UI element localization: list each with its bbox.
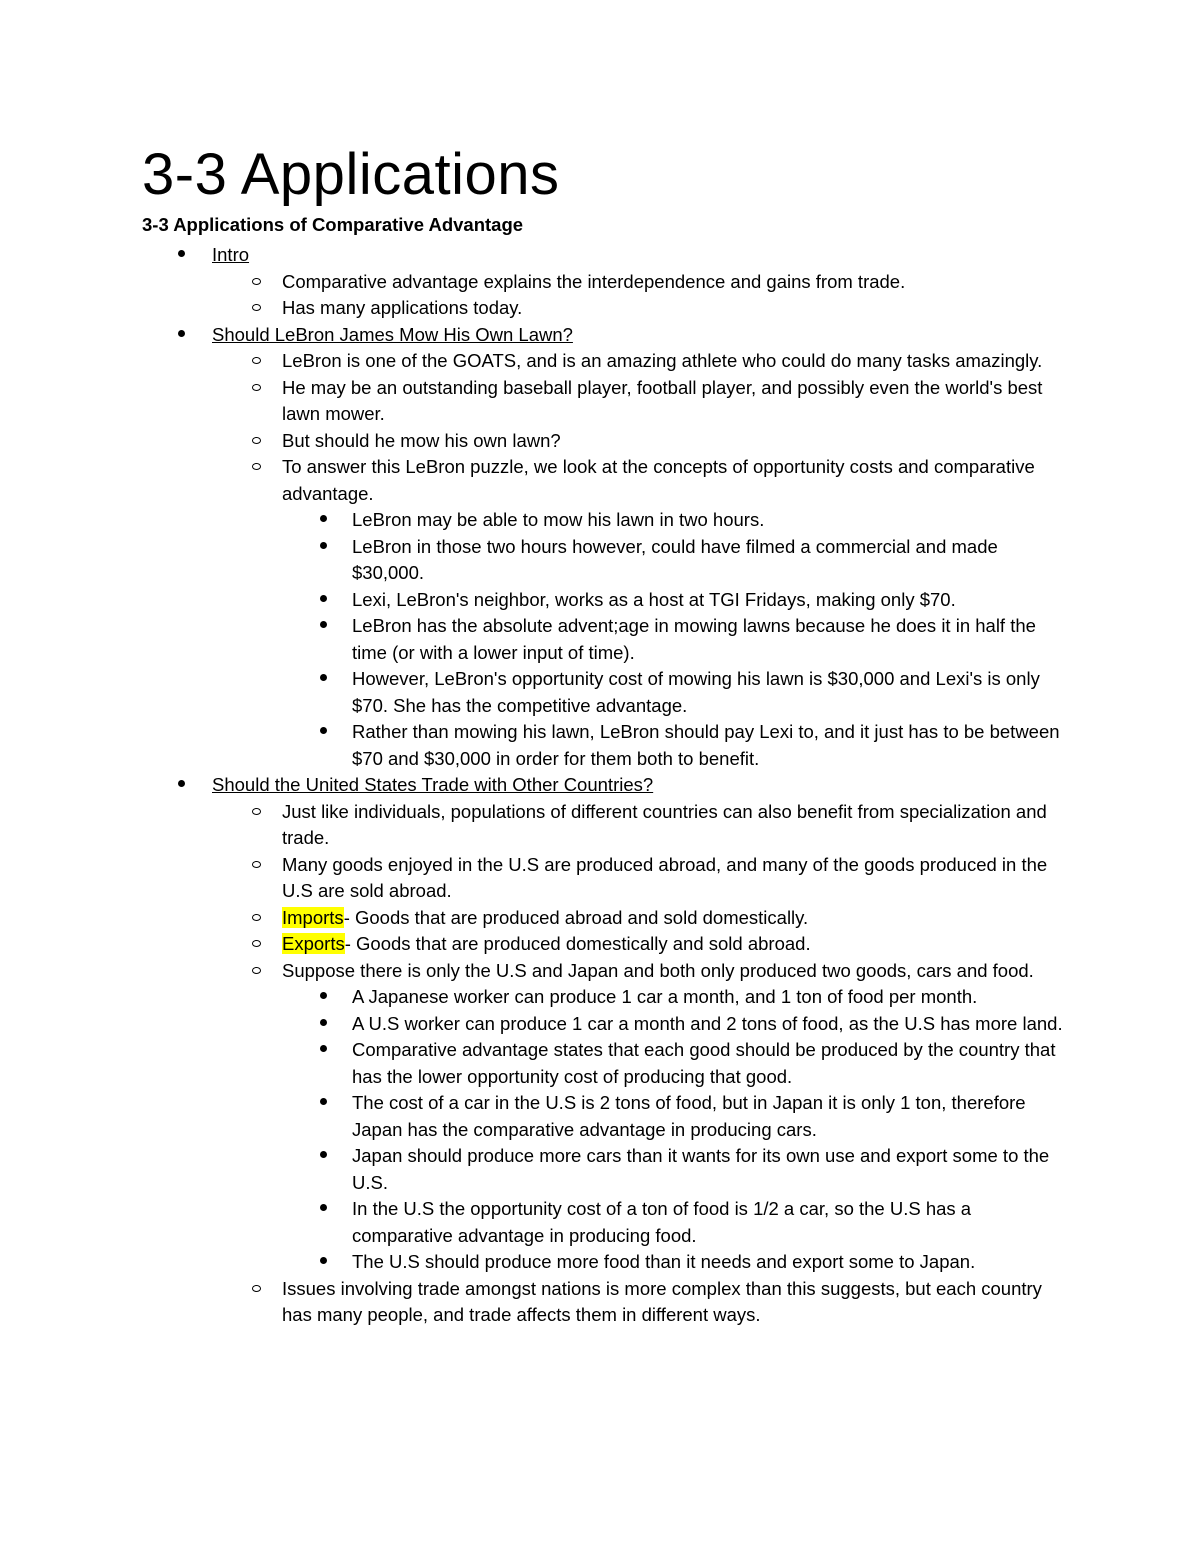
outline-list xyxy=(142,242,1070,1329)
section-heading: Should LeBron James Mow His Own Lawn? xyxy=(212,323,573,345)
item-text: However, LeBron's opportunity cost of mowing his lawn is $30,000 and Lexi's is only $70. She has the competitive advantage. xyxy=(352,668,1040,716)
highlighted-term: Imports xyxy=(282,906,344,928)
list-item xyxy=(142,587,1070,614)
item-text: A U.S worker can produce 1 car a month and 2 tons of food, as the U.S has more land. xyxy=(352,1012,1063,1034)
item-text: Issues involving trade amongst nations is more complex than this suggests, but each country has many people, and trade affects them in different ways. xyxy=(282,1277,1042,1325)
item-text: Has many applications today. xyxy=(282,297,523,318)
list-item xyxy=(142,772,1070,799)
bullet-dot-icon xyxy=(320,1019,327,1026)
item-text: Comparative advantage states that each good should be produced by the country that has the lower opportunity cost of producing that good. xyxy=(352,1039,1056,1087)
item-text: Just like individuals, populations of different countries can also benefit from specialization and trade. xyxy=(282,800,1047,848)
item-text: - Goods that are produced domestically and sold abroad. xyxy=(344,933,811,954)
item-text: The U.S should produce more food than it needs and export some to Japan. xyxy=(352,1251,976,1272)
item-text: A Japanese worker can produce 1 car a month, and 1 ton of food per month. xyxy=(352,986,978,1007)
item-text: Suppose there is only the U.S and Japan and both only produced two goods, cars and food. xyxy=(282,959,1034,981)
section-subtitle: 3-3 Applications of Comparative Advantage xyxy=(142,214,524,235)
bullet-circle-icon xyxy=(252,940,261,947)
list-item xyxy=(142,428,1070,455)
section-heading: Should the United States Trade with Other Countries? xyxy=(212,774,654,795)
bullet-circle-icon xyxy=(252,914,261,921)
bullet-dot-icon xyxy=(178,250,185,257)
item-text: LeBron may be able to mow his lawn in two hours. xyxy=(352,509,765,530)
bullet-dot-icon xyxy=(178,780,185,787)
bullet-dot-icon xyxy=(320,1045,327,1052)
list-item xyxy=(142,534,1070,587)
item-text: Comparative advantage explains the interdependence and gains from trade. xyxy=(282,270,906,292)
bullet-dot-icon xyxy=(320,674,327,681)
bullet-circle-icon xyxy=(252,357,261,364)
bullet-circle-icon xyxy=(252,384,261,391)
bullet-dot-icon xyxy=(320,595,327,602)
bullet-dot-icon xyxy=(320,727,327,734)
list-item xyxy=(142,1196,1070,1249)
bullet-dot-icon xyxy=(320,1204,327,1211)
list-item xyxy=(142,1249,1070,1276)
item-text: Lexi, LeBron's neighbor, works as a host at TGI Fridays, making only $70. xyxy=(352,588,956,610)
list-item xyxy=(142,1090,1070,1143)
item-text: LeBron in those two hours however, could have filmed a commercial and made $30,000. xyxy=(352,535,998,583)
list-item xyxy=(142,322,1070,349)
list-item xyxy=(142,719,1070,772)
highlighted-term: Exports xyxy=(282,933,345,954)
bullet-dot-icon xyxy=(320,992,327,999)
bullet-circle-icon xyxy=(252,437,261,444)
bullet-dot-icon xyxy=(320,542,327,549)
bullet-dot-icon xyxy=(320,515,327,522)
list-item xyxy=(142,375,1070,428)
list-item xyxy=(142,905,1070,932)
bullet-circle-icon xyxy=(252,304,261,311)
bullet-circle-icon xyxy=(252,808,261,815)
item-text: Japan should produce more cars than it wants for its own use and export some to the U.S. xyxy=(352,1145,1050,1193)
bullet-dot-icon xyxy=(320,1098,327,1105)
item-text: But should he mow his own lawn? xyxy=(282,429,561,451)
bullet-dot-icon xyxy=(320,1151,327,1158)
item-text: - Goods that are produced abroad and sold domestically. xyxy=(343,906,809,928)
list-item xyxy=(142,958,1070,985)
list-item xyxy=(142,507,1070,534)
list-item xyxy=(142,852,1070,905)
item-text: He may be an outstanding baseball player, football player, and possibly even the world's best lawn mower. xyxy=(282,376,1043,424)
list-item xyxy=(142,348,1070,375)
list-item xyxy=(142,984,1070,1011)
item-text: Rather than mowing his lawn, LeBron should pay Lexi to, and it just has to be between $70 and $30,000 in order for them both to benefit. xyxy=(352,721,1060,769)
bullet-dot-icon xyxy=(320,621,327,628)
bullet-circle-icon xyxy=(252,861,261,868)
item-text: LeBron has the absolute advent;age in mowing lawns because he does it in half the time (or with a lower input of time). xyxy=(352,615,1036,663)
list-item xyxy=(142,1037,1070,1090)
bullet-circle-icon xyxy=(252,463,261,470)
bullet-circle-icon xyxy=(252,1285,261,1292)
item-text: The cost of a car in the U.S is 2 tons of food, but in Japan it is only 1 ton, therefore Japan has the comparative advantage in producing cars. xyxy=(352,1092,1026,1140)
bullet-dot-icon xyxy=(320,1257,327,1264)
list-item xyxy=(142,242,1070,269)
item-text: Many goods enjoyed in the U.S are produced abroad, and many of the goods produced in the U.S are sold abroad. xyxy=(282,853,1048,901)
item-text: To answer this LeBron puzzle, we look at the concepts of opportunity costs and comparative advantage. xyxy=(282,456,1035,504)
list-item xyxy=(142,613,1070,666)
list-item xyxy=(142,931,1070,958)
item-text: In the U.S the opportunity cost of a ton of food is 1/2 a car, so the U.S has a comparative advantage in producing food. xyxy=(352,1198,972,1246)
list-item xyxy=(142,1011,1070,1038)
list-item xyxy=(142,454,1070,507)
list-item xyxy=(142,295,1070,322)
list-item xyxy=(142,666,1070,719)
bullet-dot-icon xyxy=(178,330,185,337)
item-text: LeBron is one of the GOATS, and is an amazing athlete who could do many tasks amazingly. xyxy=(282,350,1043,371)
list-item xyxy=(142,799,1070,852)
bullet-circle-icon xyxy=(252,278,261,285)
list-item xyxy=(142,1276,1070,1329)
page-title: 3-3 Applications xyxy=(142,142,560,207)
list-item xyxy=(142,269,1070,296)
list-item xyxy=(142,1143,1070,1196)
section-heading: Intro xyxy=(212,244,250,265)
bullet-circle-icon xyxy=(252,967,261,974)
